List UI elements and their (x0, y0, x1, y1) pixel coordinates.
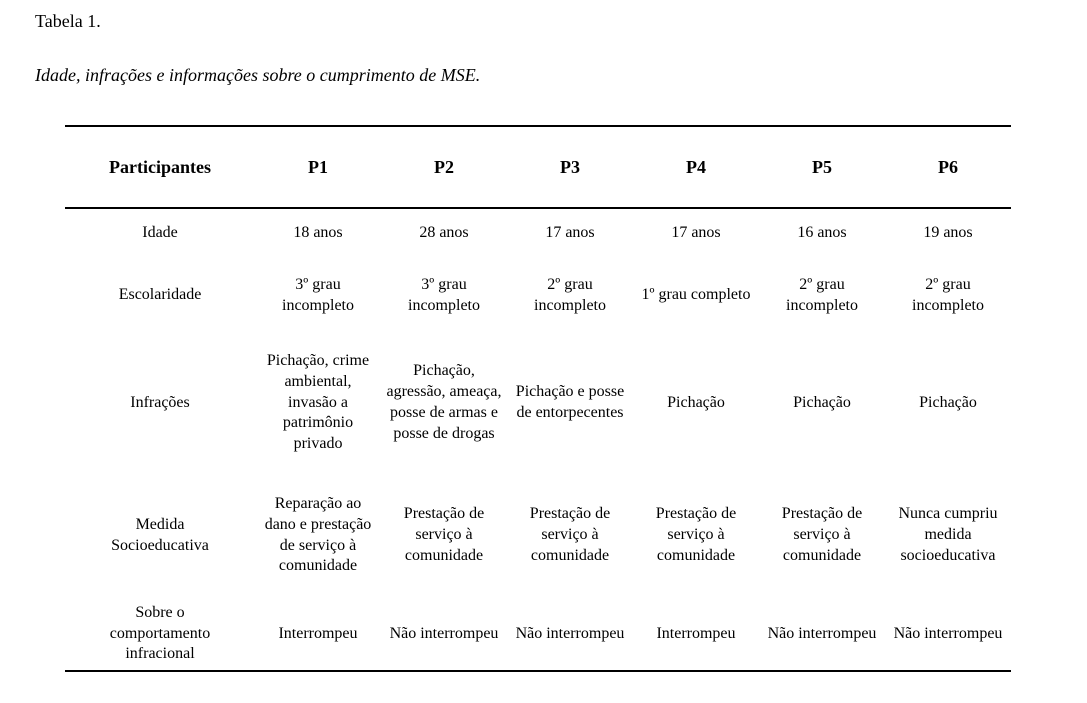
cell-idade-p2: 28 anos (419, 224, 469, 242)
column-header-p4: P4 (686, 156, 706, 177)
cell-medida-p5: Prestação de serviço à comunidade (781, 505, 863, 564)
cell-infracoes-p2: Pichação, agressão, ameaça, posse de armas e posse de drogas (386, 362, 502, 442)
column-header-p3: P3 (560, 156, 580, 177)
column-header-p1: P1 (308, 156, 328, 177)
cell-comportamento-p6: Não interrompeu (893, 624, 1003, 642)
table-row-infracoes (65, 333, 1011, 473)
cell-escolaridade-p5: 2º grau incompleto (786, 275, 858, 314)
cell-infracoes-p5: Pichação (793, 393, 851, 411)
cell-idade-p3: 17 anos (545, 224, 595, 242)
table-row-idade (65, 208, 1011, 258)
cell-escolaridade-p2: 3º grau incompleto (408, 275, 480, 314)
cell-idade-p6: 19 anos (923, 224, 973, 242)
row-label: Escolaridade (118, 286, 202, 304)
cell-medida-p6: Nunca cumpriu medida socioeducativa (898, 505, 998, 564)
table-row-medida-socioeducativa (65, 473, 1011, 598)
table-row-comportamento-infracional (65, 598, 1011, 671)
cell-escolaridade-p4: 1º grau completo (641, 286, 751, 304)
cell-comportamento-p4: Interrompeu (656, 624, 736, 642)
cell-idade-p5: 16 anos (797, 224, 847, 242)
cell-infracoes-p4: Pichação (667, 393, 725, 411)
cell-comportamento-p5: Não interrompeu (767, 624, 877, 642)
table-header-row (65, 126, 1011, 208)
table-number: Tabela 1. (35, 11, 101, 31)
cell-comportamento-p3: Não interrompeu (515, 624, 625, 642)
cell-infracoes-p3: Pichação e posse de entorpecentes (515, 383, 625, 421)
column-header-participantes: Participantes (109, 156, 211, 177)
column-header-p6: P6 (938, 156, 958, 177)
table-row-escolaridade (65, 258, 1011, 333)
cell-infracoes-p1: Pichação, crime ambiental, invasão a patrimônio privado (266, 352, 370, 453)
cell-comportamento-p1: Interrompeu (278, 624, 358, 642)
row-label: Idade (142, 224, 178, 242)
cell-escolaridade-p1: 3º grau incompleto (282, 275, 354, 314)
column-header-p5: P5 (812, 156, 832, 177)
cell-idade-p1: 18 anos (293, 224, 343, 242)
row-label: Sobre o comportamento infracional (109, 603, 211, 663)
cell-escolaridade-p3: 2º grau incompleto (534, 275, 606, 314)
cell-medida-p3: Prestação de serviço à comunidade (529, 505, 611, 564)
cell-idade-p4: 17 anos (671, 224, 721, 242)
table-caption: Idade, infrações e informações sobre o cumprimento de MSE. (35, 65, 481, 85)
column-header-p2: P2 (434, 156, 454, 177)
cell-medida-p4: Prestação de serviço à comunidade (655, 505, 737, 564)
cell-infracoes-p6: Pichação (919, 393, 977, 411)
cell-medida-p1: Reparação ao dano e prestação de serviço à comunidade (264, 494, 372, 575)
cell-medida-p2: Prestação de serviço à comunidade (403, 505, 485, 564)
participants-table (65, 125, 1011, 672)
row-label: Medida Socioeducativa (111, 515, 209, 554)
cell-comportamento-p2: Não interrompeu (389, 624, 499, 642)
cell-escolaridade-p6: 2º grau incompleto (912, 275, 984, 314)
row-label: Infrações (130, 393, 190, 411)
